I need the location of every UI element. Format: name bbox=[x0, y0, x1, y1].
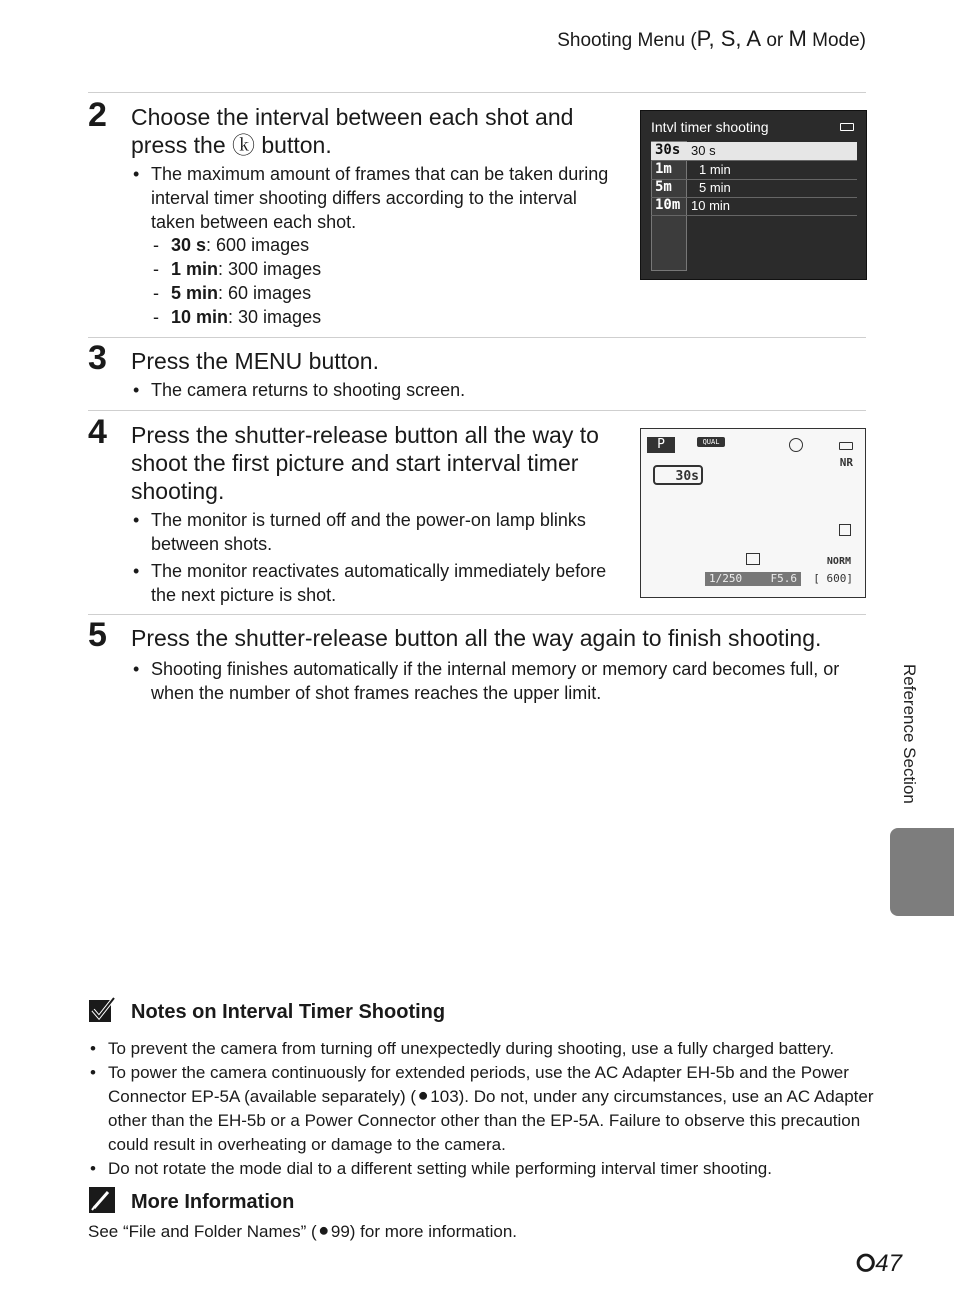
memory-icon bbox=[746, 553, 760, 565]
page-header: Shooting Menu (P, S, A or M Mode) bbox=[557, 26, 866, 51]
list-item: - 10 min: 30 images bbox=[151, 305, 451, 329]
menu-item-1m[interactable]: 1m 1 min bbox=[651, 161, 857, 180]
menu-item-5m[interactable]: 5m 5 min bbox=[651, 179, 857, 198]
list-item: - 5 min: 60 images bbox=[151, 281, 451, 305]
step-number: 5 bbox=[88, 616, 107, 654]
menu-item-10m[interactable]: 10m 10 min bbox=[651, 197, 857, 216]
step-bullets: • The monitor is turned off and the power-on lamp blinks between shots. • The monitor reactivates automatically immediately before the next picture is shot. bbox=[131, 508, 611, 607]
menu-screen bbox=[640, 110, 867, 280]
notes-title: Notes on Interval Timer Shooting bbox=[131, 1001, 446, 1023]
divider bbox=[88, 92, 866, 93]
step-title: Press the MENU button. bbox=[131, 348, 379, 374]
check-icon bbox=[88, 996, 116, 1024]
divider bbox=[88, 410, 866, 411]
divider bbox=[88, 337, 866, 338]
notes-list: • To prevent the camera from turning off unexpectedly during shooting, use a fully charged battery. • To power the camera continuously for extended periods, use the AC Adapter EH-5b and the Power Connector EP-5A (available separately) (⚫103). Do not, under any circumstances, use an AC Adapter other than the EH-5b or a Power Connector other than the EP-5A. Failure to observe this precaution could result in overheating or damage to the camera. • Do not rotate the mode dial to a different setting while performing interval timer shooting. bbox=[88, 1037, 878, 1181]
battery-icon bbox=[840, 123, 854, 131]
exposure-readout: 1/250 F5.6 bbox=[705, 572, 801, 586]
step-number: 3 bbox=[88, 339, 107, 377]
step-bullets: • Shooting finishes automatically if the internal memory or memory card becomes full, or when the number of shot frames reaches the upper limit. bbox=[131, 657, 871, 705]
pencil-icon bbox=[88, 1186, 116, 1214]
qual-badge: QUAL bbox=[697, 437, 725, 447]
more-info-text: See “File and Folder Names” (⚫99) for more information. bbox=[88, 1222, 518, 1241]
step-title: Choose the interval between each shot and press the ⓚ button. bbox=[131, 104, 574, 158]
page-number: ⭘47 bbox=[856, 1250, 902, 1277]
af-area-icon bbox=[839, 524, 851, 536]
section-label: Reference Section bbox=[900, 664, 919, 804]
flash-icon bbox=[789, 438, 803, 452]
step-bullets: • The camera returns to shooting screen. bbox=[131, 378, 731, 402]
menu-item-30s[interactable]: 30s 30 s bbox=[651, 142, 857, 161]
interval-timer-icon: 30s bbox=[653, 465, 703, 485]
step-number: 4 bbox=[88, 413, 107, 451]
divider bbox=[88, 614, 866, 615]
frames-remaining: [ 600] bbox=[813, 572, 853, 585]
battery-icon bbox=[839, 442, 853, 450]
menu-title: Intvl timer shooting bbox=[651, 119, 769, 135]
reference-e-icon: ⭘ bbox=[856, 1250, 876, 1277]
noise-reduction-icon: NR bbox=[839, 456, 853, 469]
shooting-screen bbox=[640, 428, 866, 598]
more-info-title: More Information bbox=[131, 1191, 295, 1213]
image-quality-label: NORM bbox=[826, 556, 851, 567]
mode-badge: P bbox=[647, 437, 675, 453]
step-title: Press the shutter-release button all the way to shoot the first picture and start interval timer shooting. bbox=[131, 422, 599, 504]
frame-limits-list bbox=[151, 233, 451, 329]
list-item: - 30 s: 600 images bbox=[151, 233, 451, 257]
step-title: Press the shutter-release button all the way again to finish shooting. bbox=[131, 625, 822, 651]
step-bullets: • The maximum amount of frames that can be taken during interval timer shooting differs according to the interval taken between each shot. bbox=[131, 162, 611, 234]
step-number: 2 bbox=[88, 96, 107, 134]
section-tab[interactable] bbox=[890, 828, 954, 916]
list-item: - 1 min: 300 images bbox=[151, 257, 451, 281]
